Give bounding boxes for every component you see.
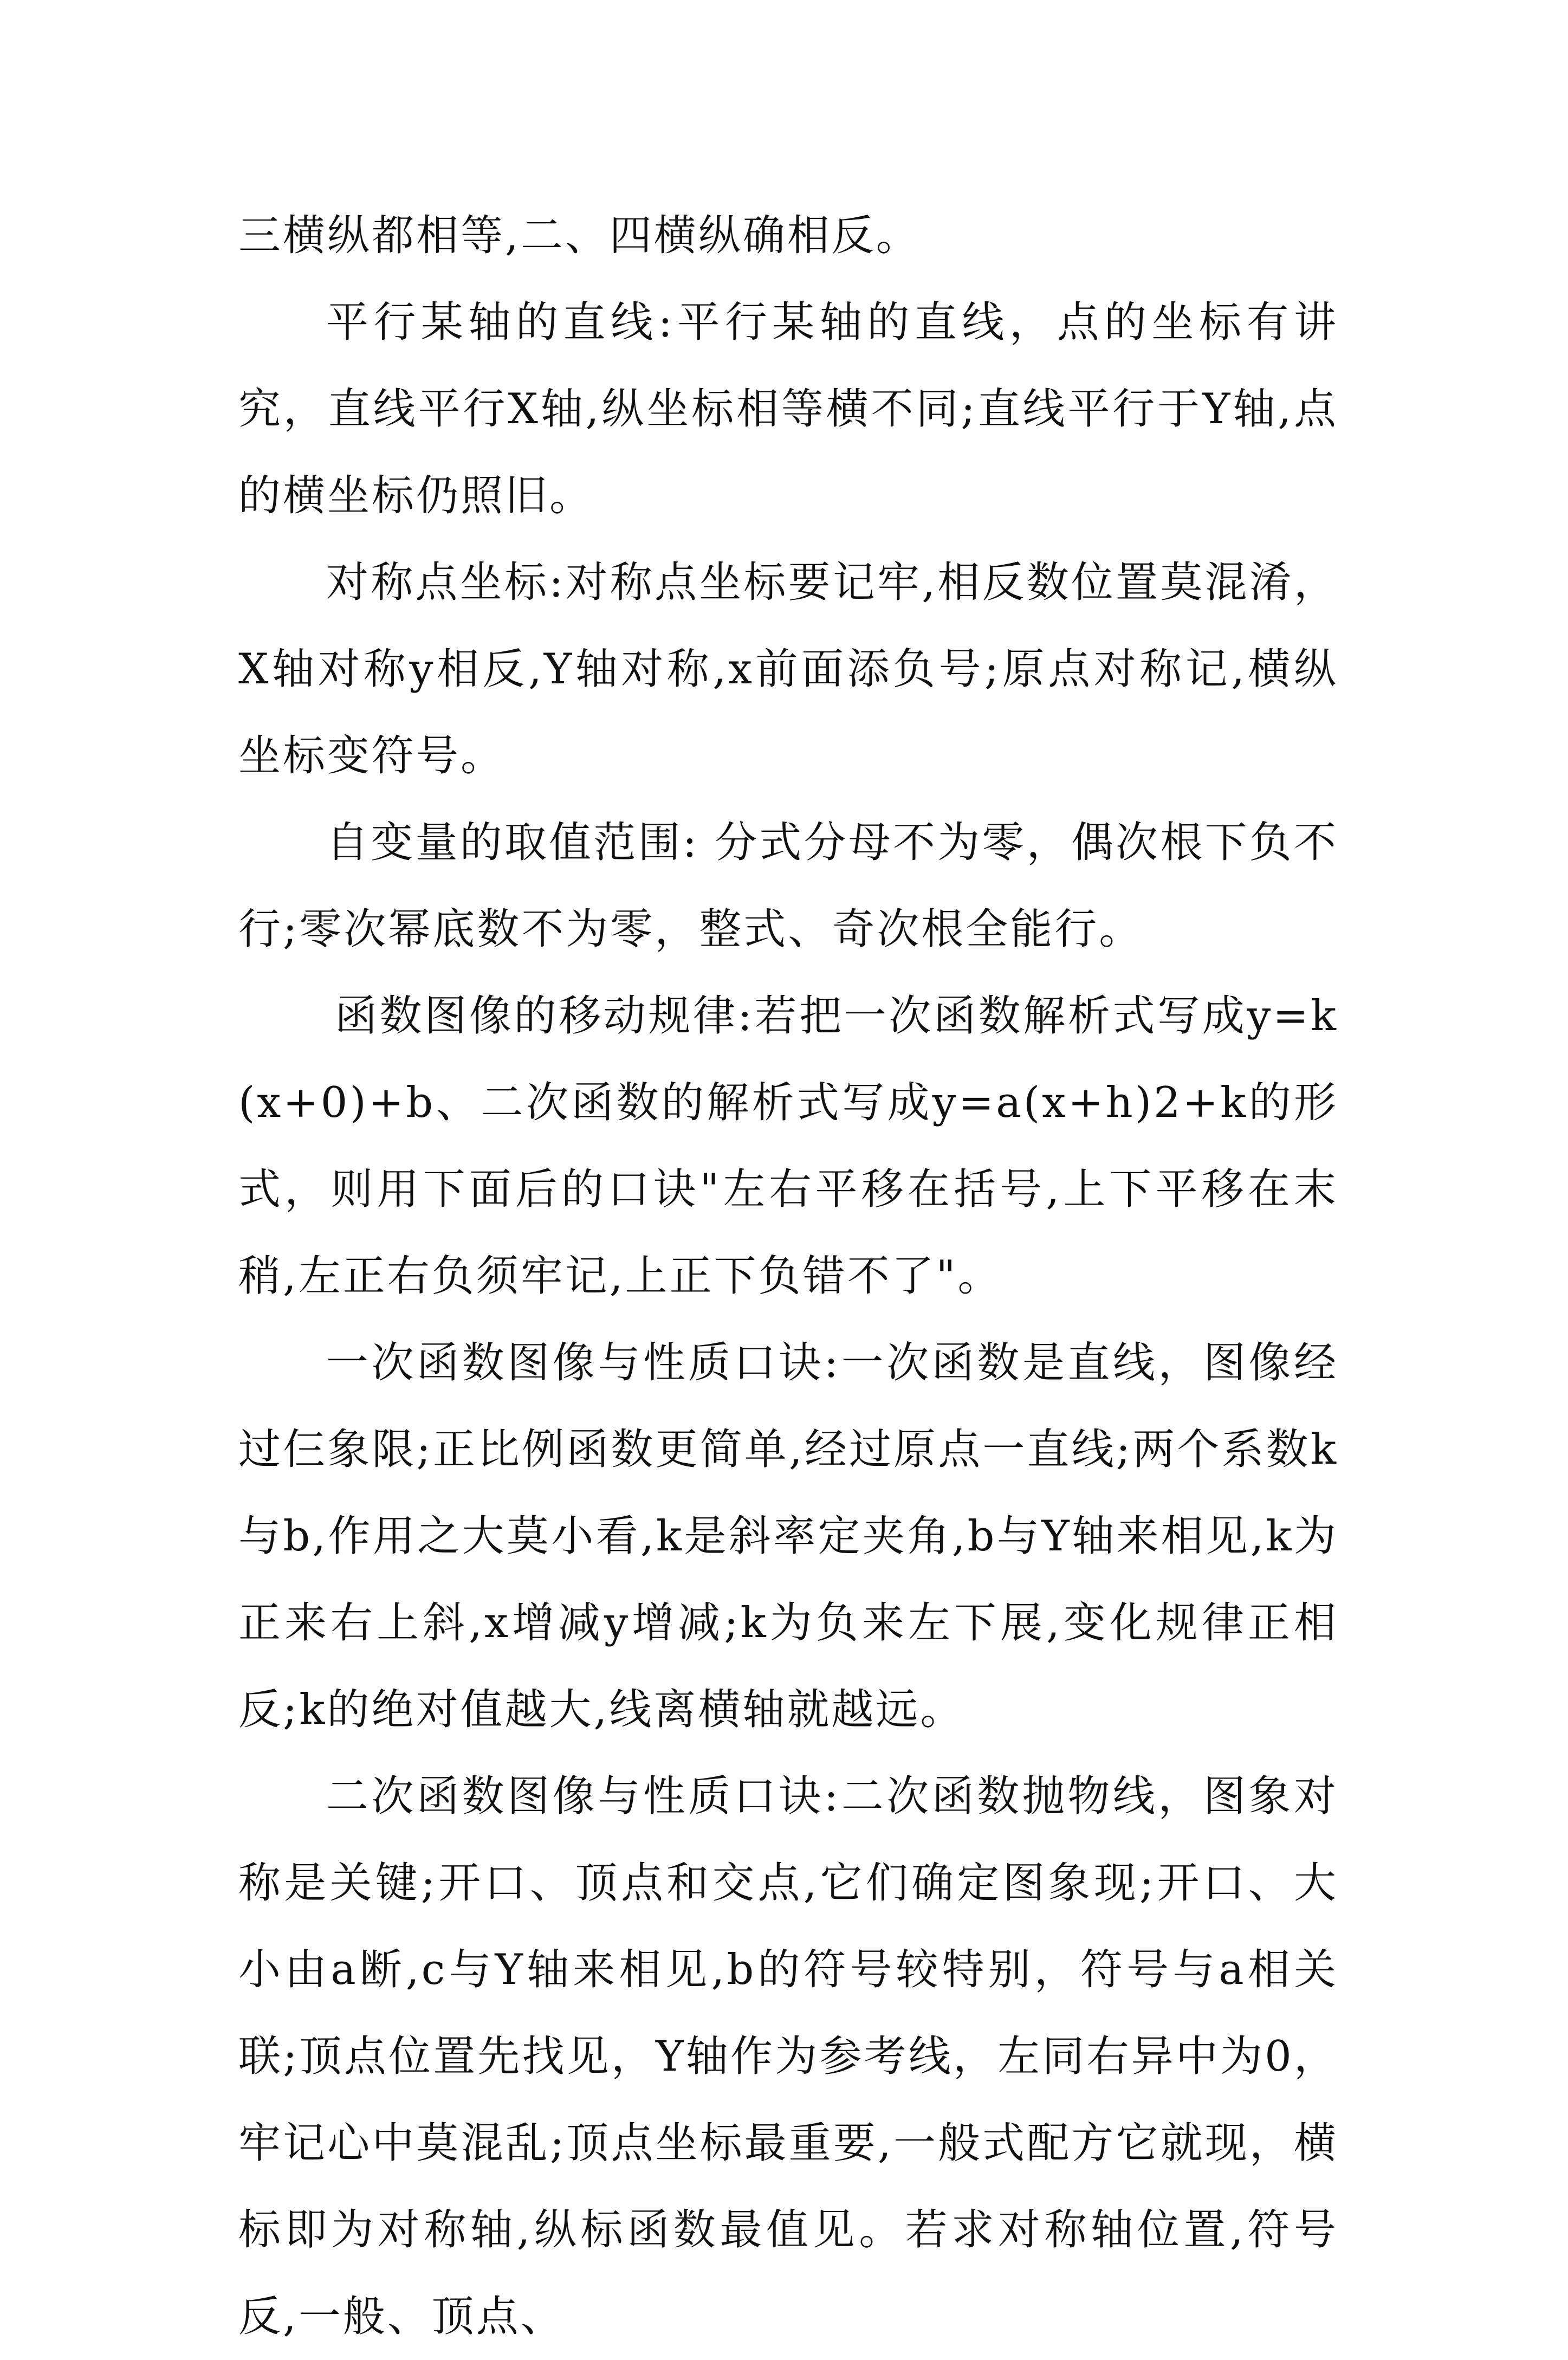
paragraph-variable-range: 自变量的取值范围: 分式分母不为零，偶次根下负不行;零次幂底数不为零，整式、奇次根全能行。: [238, 818, 1338, 954]
paragraph-symmetric-points: 对称点坐标:对称点坐标要记牢,相反数位置莫混淆，X轴对称y相反,Y轴对称,x前面添负号;原点对称记,横纵坐标变符号。: [238, 558, 1338, 780]
paragraph-graph-translation: 函数图像的移动规律:若把一次函数解析式写成y=k(x+0)+b、二次函数的解析式写成y=a(x+h)2+k的形式，则用下面后的口诀"左右平移在括号,上下平移在末稍,左正右负须牢记,上正下负错不了"。: [238, 992, 1338, 1301]
paragraph-quadrant-signs-end: 三横纵都相等,二、四横纵确相反。: [238, 211, 921, 260]
paragraph-parallel-axis-line: 平行某轴的直线:平行某轴的直线，点的坐标有讲究，直线平行X轴,纵坐标相等横不同;直线平行于Y轴,点的横坐标仍照旧。: [238, 298, 1338, 520]
paragraph-linear-function: 一次函数图像与性质口诀:一次函数是直线，图像经过仨象限;正比例函数更简单,经过原点一直线;两个系数k与b,作用之大莫小看,k是斜率定夹角,b与Y轴来相见,k为正来右上斜,x增减y增减;k为负来左下展,变化规律正相反;k的绝对值越大,线离横轴就越远。: [238, 1339, 1338, 1734]
paragraph-quadratic-function: 二次函数图像与性质口诀:二次函数抛物线，图象对称是关键;开口、顶点和交点,它们确定图象现;开口、大小由a断,c与Y轴来相见,b的符号较特别，符号与a相关联;顶点位置先找见，Y轴作为参考线，左同右异中为0，牢记心中莫混乱;顶点坐标最重要,一般式配方它就现，横标即为对称轴,纵标函数最值见。若求对称轴位置,符号反,一般、顶点、: [238, 1772, 1338, 2341]
document-body: [238, 192, 1338, 2360]
